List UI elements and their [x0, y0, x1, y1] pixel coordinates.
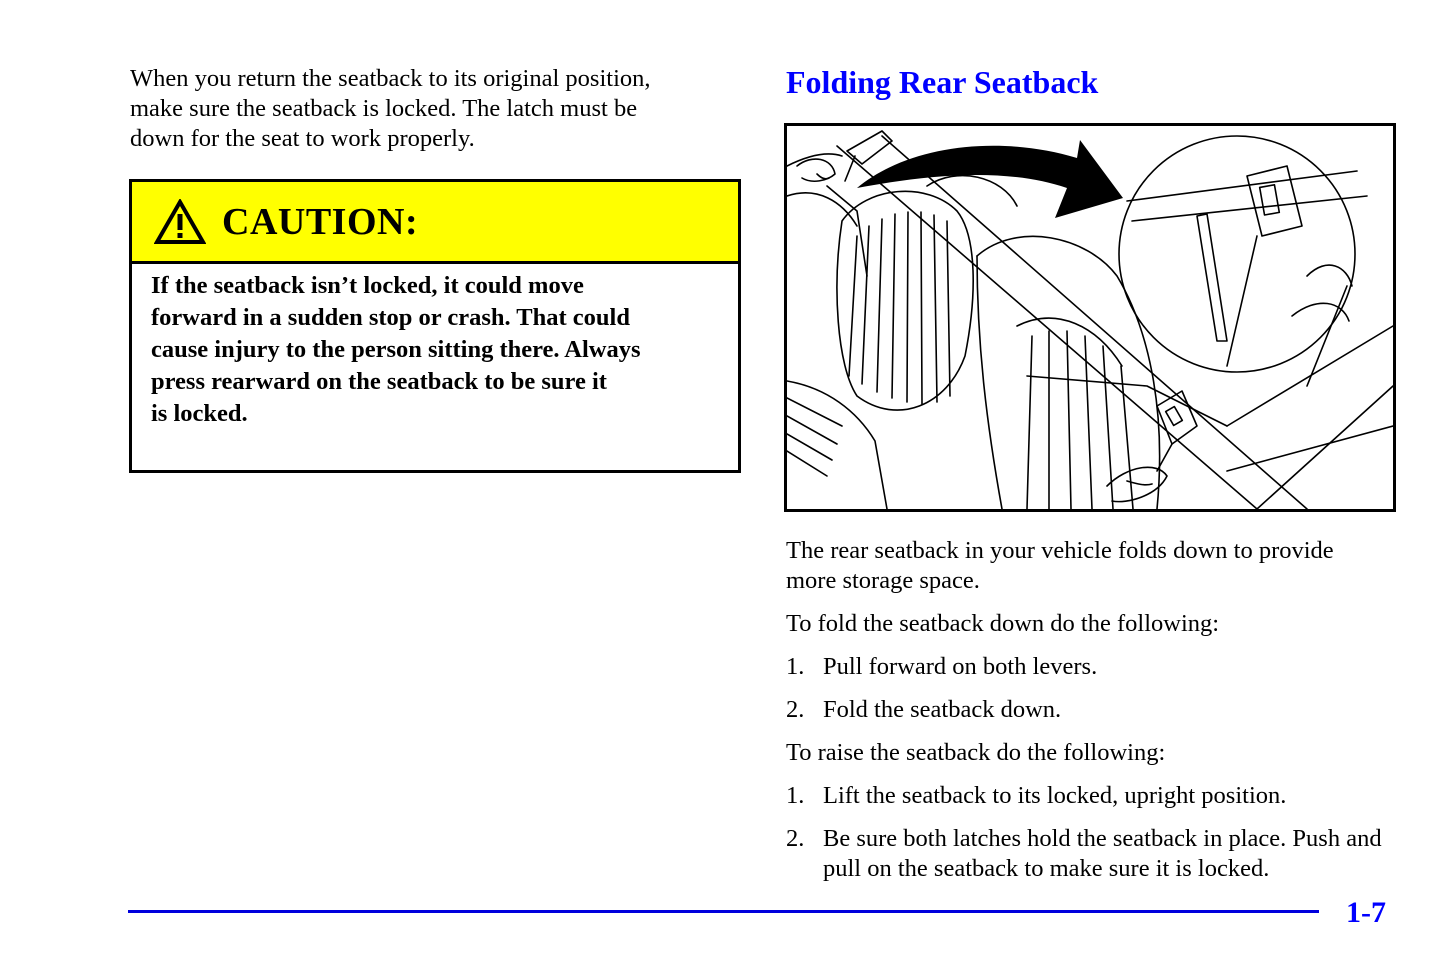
- raise-heading: To raise the seatback do the following:: [786, 739, 1166, 766]
- footer-rule: [128, 910, 1319, 913]
- right-column-text: [786, 536, 1396, 897]
- step-text: Pull forward on both levers.: [823, 653, 1098, 680]
- caution-box: [129, 179, 741, 473]
- storage-intro-line: The rear seatback in your vehicle folds down to provide: [786, 537, 1334, 564]
- storage-intro-paragraph: [786, 536, 1396, 596]
- intro-paragraph: [130, 64, 730, 154]
- step-number: 1.: [786, 653, 805, 680]
- step-number: 1.: [786, 782, 805, 809]
- page-number: 1-7: [1346, 896, 1386, 929]
- section-title: Folding Rear Seatback: [786, 64, 1099, 100]
- caution-header: [132, 182, 738, 264]
- list-item: [786, 824, 1396, 884]
- caution-line: cause injury to the person sitting there. Always: [151, 336, 641, 363]
- fold-heading: To fold the seatback down do the following:: [786, 610, 1220, 637]
- step-text: Lift the seatback to its locked, upright position.: [823, 782, 1287, 809]
- caution-text: [132, 264, 738, 430]
- caution-title: CAUTION:: [222, 200, 419, 243]
- rear-seat-folding-illustration: [787, 126, 1393, 509]
- caution-line: is locked.: [151, 400, 248, 427]
- list-item: [786, 695, 1396, 725]
- list-item: [786, 781, 1396, 811]
- caution-line: forward in a sudden stop or crash. That could: [151, 304, 630, 331]
- warning-triangle-icon: [154, 199, 206, 245]
- list-item: [786, 652, 1396, 682]
- storage-intro-line: more storage space.: [786, 567, 980, 594]
- intro-line: make sure the seatback is locked. The latch must be: [130, 95, 638, 122]
- figure-frame: [784, 123, 1396, 512]
- step-number: 2.: [786, 696, 805, 723]
- caution-line: press rearward on the seatback to be sure it: [151, 368, 607, 395]
- step-text: Fold the seatback down.: [823, 696, 1062, 723]
- intro-line: down for the seat to work properly.: [130, 125, 475, 152]
- caution-line: If the seatback isn’t locked, it could move: [151, 272, 584, 299]
- step-text: Be sure both latches hold the seatback in place. Push and pull on the seatback to make sure it is locked.: [823, 825, 1382, 882]
- step-number: 2.: [786, 825, 805, 852]
- intro-line: When you return the seatback to its original position,: [130, 65, 651, 92]
